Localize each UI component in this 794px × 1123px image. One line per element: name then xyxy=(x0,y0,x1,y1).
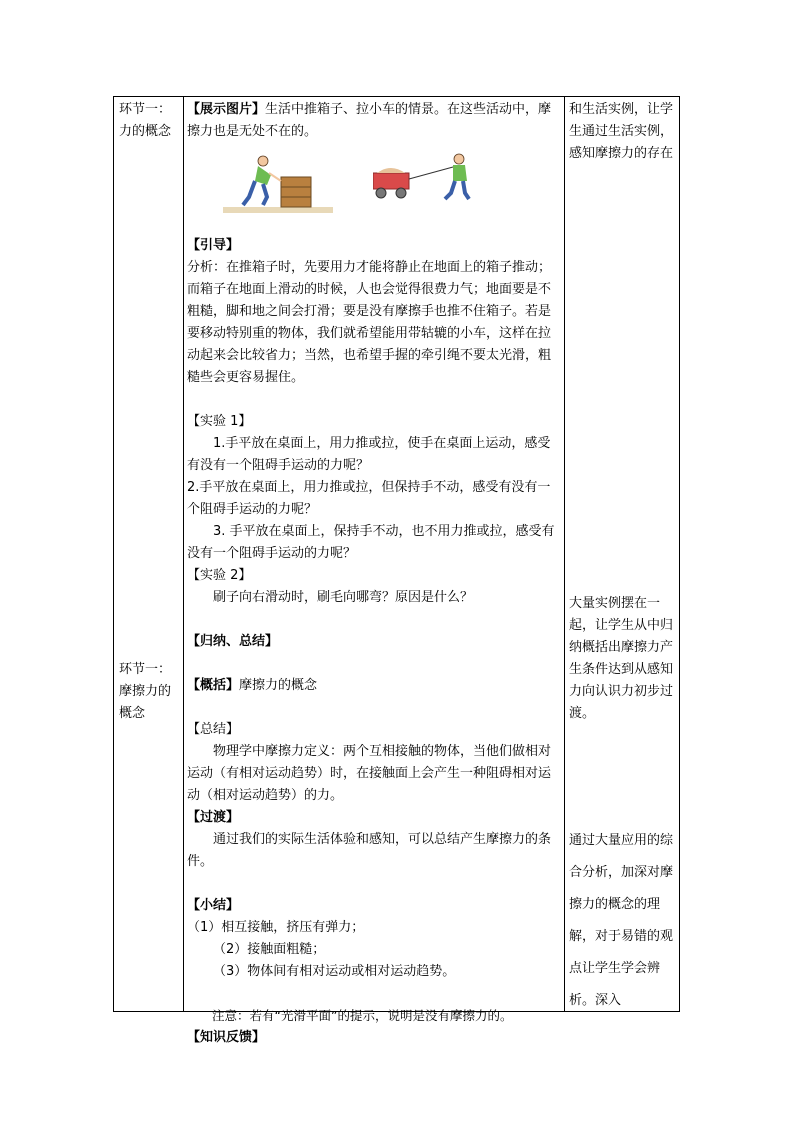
section-label-1: 环节一：力的概念 xyxy=(119,102,172,139)
illustration-row xyxy=(187,143,562,235)
exp2-heading: 【实验 2】 xyxy=(187,568,252,583)
exp1-heading: 【实验 1】 xyxy=(187,414,252,429)
right-note-3: 通过大量应用的综合分析，加深对摩擦力的概念的理解，对于易错的观点让学生学会辨析。深入 xyxy=(569,833,674,1008)
feedback-heading: 【知识反馈】 xyxy=(187,1030,266,1045)
conclude-heading: 【总结】 xyxy=(187,722,240,737)
exp1-item-2: 2.手平放在桌面上，用力推或拉，但保持手不动，感受有没有一个阻碍手运动的力呢？ xyxy=(187,480,551,517)
column-divider xyxy=(564,97,565,1011)
transition-heading: 【过渡】 xyxy=(187,810,240,825)
guide-heading: 【引导】 xyxy=(187,238,240,253)
small-summary-heading: 【小结】 xyxy=(187,898,240,913)
right-note-2: 大量实例摆在一起，让学生从中归纳概括出摩擦力产生条件达到从感知力向认识力初步过渡。 xyxy=(569,596,674,721)
intro-tag: 【展示图片】 xyxy=(187,102,266,117)
summary-text: 摩擦力的概念 xyxy=(239,678,318,693)
pull-cart-illustration xyxy=(373,151,483,205)
summary-tag: 【概括】 xyxy=(187,678,240,693)
small-summary-item-2: （2）接触面粗糙； xyxy=(213,942,326,957)
small-summary-item-3: （3）物体间有相对运动或相对运动趋势。 xyxy=(213,964,456,979)
section-label-2: 环节一：摩擦力的概念 xyxy=(119,662,172,721)
intro-paragraph xyxy=(187,99,562,143)
lesson-content xyxy=(187,99,562,1049)
column-divider xyxy=(183,97,184,1011)
transition-text: 通过我们的实际生活体验和感知，可以总结产生摩擦力的条件。 xyxy=(187,832,552,869)
conclude-text: 物理学中摩擦力定义：两个互相接触的物体，当他们做相对运动（有相对运动趋势）时，在接触面上会产生一种阻碍相对运动（相对运动趋势）的力。 xyxy=(187,744,552,803)
right-note-1: 和生活实例，让学生通过生活实例，感知摩擦力的存在 xyxy=(569,102,674,161)
exp1-item-1: 1.手平放在桌面上，用力推或拉，使手在桌面上运动，感受有没有一个阻碍手运动的力呢？ xyxy=(187,436,551,473)
push-box-illustration xyxy=(223,151,333,215)
note-text: 注意：若有“光滑平面”的提示，说明是没有摩擦力的。 xyxy=(212,1008,513,1023)
lesson-table xyxy=(113,96,680,1045)
intro-text: 生活中推箱子、拉小车的情景。在这些活动中，摩擦力也是无处不在的。 xyxy=(187,102,552,139)
guide-text: 分析：在推箱子时，先要用力才能将静止在地面上的箱子推动；而箱子在地面上滑动的时候，人也会觉得很费力气；地面要是不粗糙，脚和地之间会打滑；要是没有摩擦手也推不住箱子。若是要移动特别重的物体，我们就希望能用带轱辘的小车，这样在拉动起来会比较省力；当然，也希望手握的牵引绳不要太光滑，粗糙些会更容易握住。 xyxy=(187,260,552,385)
summary-paragraph xyxy=(187,675,562,697)
induce-heading: 【归纳、总结】 xyxy=(187,634,279,649)
exp1-item-3: 3. 手平放在桌面上，保持手不动，也不用力推或拉，感受有没有一个阻碍手运动的力呢？ xyxy=(187,524,555,561)
exp2-text: 刷子向右滑动时，刷毛向哪弯？原因是什么？ xyxy=(213,590,474,605)
small-summary-item-1: （1）相互接触，挤压有弹力； xyxy=(187,920,365,935)
